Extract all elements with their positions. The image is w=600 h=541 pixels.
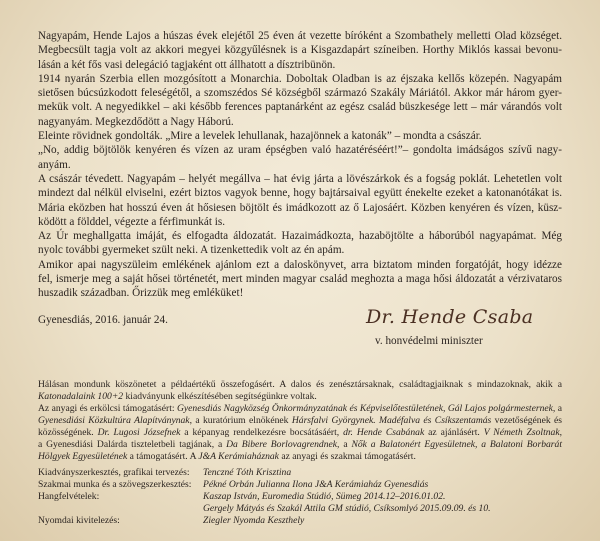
credit-label: Kiadványszerkesztés, grafikai tervezés: <box>38 467 190 478</box>
text-line: „No, addig böjtölök kenyéren és vízen az uram épségben való hazatéréséért!”– gondolta imádságos szívű nagy- <box>38 144 562 157</box>
dedication-text <box>38 29 562 301</box>
text-line: sietősen búcsúzkodott feleségétől, a szomszédos Sé községből származó Szakály Máriától. Akkor már három gyer- <box>38 87 562 100</box>
text-line: Nagyapám, Hende Lajos a húszas évek elejétől 25 éven át vezette bíróként a Szombathely melletti Olad községet. <box>38 30 562 42</box>
text-line: Mária eközben hat hosszú éven át hősiesen böjtölt és imádkozott az ő Lajosáért. Közben kenyéren és vízen, küsz- <box>38 201 562 214</box>
credit-label: Szakmai munka és a szövegszerkesztés: <box>38 479 192 490</box>
credit-row <box>38 479 491 491</box>
text-line: Az Úr meghallgatta imáját, és elfogadta áldozatát. Hazaimádkozta, hazaböjtölte a háborúból nagyapámat. Még <box>38 230 562 243</box>
text-line: mindezt dal nélkül elviselni, ezért biztos vagyok benne, hogy bajtársaival együtt énekelte ezeket a katonanótákat is. <box>38 187 562 200</box>
text-line: lásán a két fős vasi delegáció tagjaként ott állhatott a dísztribünön. <box>38 58 336 71</box>
emphasized-name: dr. Hende Csabának <box>343 427 425 438</box>
ack-line <box>38 391 562 403</box>
credit-row <box>38 467 491 479</box>
text-line: ködött a földdel, végezte a férfimunkát is. <box>38 215 226 228</box>
emphasized-name: Dr. Lugosi Józsefnek <box>97 427 181 438</box>
credit-row <box>38 515 491 527</box>
ack-line <box>38 403 562 415</box>
emphasized-name: Katonadalaink 100+2 <box>38 391 124 402</box>
credit-label <box>38 503 203 515</box>
text-run: , <box>559 427 563 438</box>
credit-value: Ziegler Nyomda Keszthely <box>203 515 305 526</box>
credit-row <box>38 503 491 515</box>
text-run: a támogatásért. A <box>127 451 199 462</box>
ack-line <box>38 451 562 463</box>
credit-value: Kaszap István, Euromedia Stúdió, Sümeg 2014.12–2016.01.02. <box>203 491 446 502</box>
text-run: Hálásan mondunk köszönetet a példaértékű összefogásért. A dalos és zenésztársaknak, családtagjaiknak s mindazoknak, akik a <box>38 379 562 390</box>
text-run: , a <box>552 403 562 414</box>
credit-value: Gergely Mátyás és Szakál Attila GM stúdió, Csíksomlyó 2015.09.09. és 10. <box>203 503 491 514</box>
text-run: kiadványunk elkészítésében segítségünkre voltak. <box>123 391 317 402</box>
emphasized-name: Gyenesdiás Nagyközség Önkormányzatának és Képviselőtestületének, Gál Lajos polgármesternek <box>176 403 553 414</box>
text-line: A császár tévedett. Nagyapám – helyét megállva – hat évig járta a lövészárkok és a fogság poklát. Lehetetlen volt <box>38 172 562 185</box>
acknowledgements <box>38 379 562 463</box>
emphasized-name: Hölgyek Egyesületének <box>38 451 128 462</box>
text-run: Az anyagi és erkölcsi támogatásért: <box>38 403 177 414</box>
text-line: anyám. <box>38 158 71 171</box>
text-run: az ajánlásért. <box>424 427 484 438</box>
text-run: közösségének. <box>38 427 98 438</box>
emphasized-name: Gyenesdiási Közkultúra Alapítványnak <box>38 415 190 426</box>
text-line: nagyanyám. Megkezdődött a Nagy Háború. <box>38 115 234 128</box>
text-line: huszadik században. Őrizzük meg emléküket! <box>38 287 244 300</box>
ack-line <box>38 415 562 427</box>
emphasized-name: Hársfalvi Györgynek. Madéfalva és Csíkszentamás <box>291 415 492 426</box>
text-line: Amikor apai nagyszüleim emlékének ajánlom ezt a daloskönyvet, arra biztatom minden forgatóját, hogy idézze <box>38 258 562 271</box>
text-run: , a kuratórium elnökének <box>189 415 292 426</box>
text-line: 1914 nyarán Szerbia ellen mozgósított a Monarchia. Doboltak Oladban is az éjszaka kellős közepén. Nagyapám <box>38 72 562 85</box>
credit-row <box>38 491 491 503</box>
text-line: fel, ismerje meg a saját hősei történetét, mert minden magyar család meghozta a maga hősi áldozatát a vérzivataros <box>38 273 562 286</box>
emphasized-name: V Németh Zsoltnak <box>483 427 560 438</box>
text-run: a képanyag rendelkezésre bocsátásáért, <box>180 427 344 438</box>
signature: Dr. Hende Csaba <box>366 306 534 328</box>
emphasized-name: Nők a Balatonért Egyesületnek, a Balatoni Borbarát <box>351 439 562 450</box>
credit-label: Nyomdai kivitelezés: <box>38 515 120 526</box>
text-run: vezetőségének és <box>491 415 562 426</box>
credit-value: Pékné Orbán Julianna Ilona J&A Kerámiaház Gyenesdiás <box>203 479 429 490</box>
text-line: mekük volt. A negyedikkel – aki később ferences paptanárként az egész család büszkesége lett – már várandós volt <box>38 101 562 114</box>
credits <box>38 467 491 527</box>
text-run: a Gyenesdiási Dalárda tiszteletbeli tagjának, a <box>38 439 227 450</box>
credit-value: Tenczné Tóth Krisztina <box>203 467 292 478</box>
emphasized-name: Da Bibere Borlovagrendnek <box>226 439 338 450</box>
text-line: nyolc további gyermeket szült neki. A tizenkettedik volt az én apám. <box>38 244 345 257</box>
text-line: Megbecsült tagja volt az akkori megyei közgyűlésnek is a Kisgazdapárt színeiben. Horthy Miklós kassai bevonu- <box>38 44 562 57</box>
date-place: Gyenesdiás, 2016. január 24. <box>38 314 168 326</box>
ack-line <box>38 379 562 391</box>
emphasized-name: J&A Kerámiaháznak <box>198 451 279 462</box>
credit-label: Hangfelvételek: <box>38 491 100 502</box>
text-run: az anyagi és szakmai támogatásért. <box>278 451 416 462</box>
text-line: Eleinte rövidnek gondolták. „Mire a levelek lehullanak, hazajönnek a katonák” – mondta a császár. <box>38 130 482 143</box>
text-run: , a <box>337 439 352 450</box>
signer-title: v. honvédelmi miniszter <box>375 335 483 347</box>
ack-line <box>38 439 562 451</box>
ack-line <box>38 427 562 439</box>
